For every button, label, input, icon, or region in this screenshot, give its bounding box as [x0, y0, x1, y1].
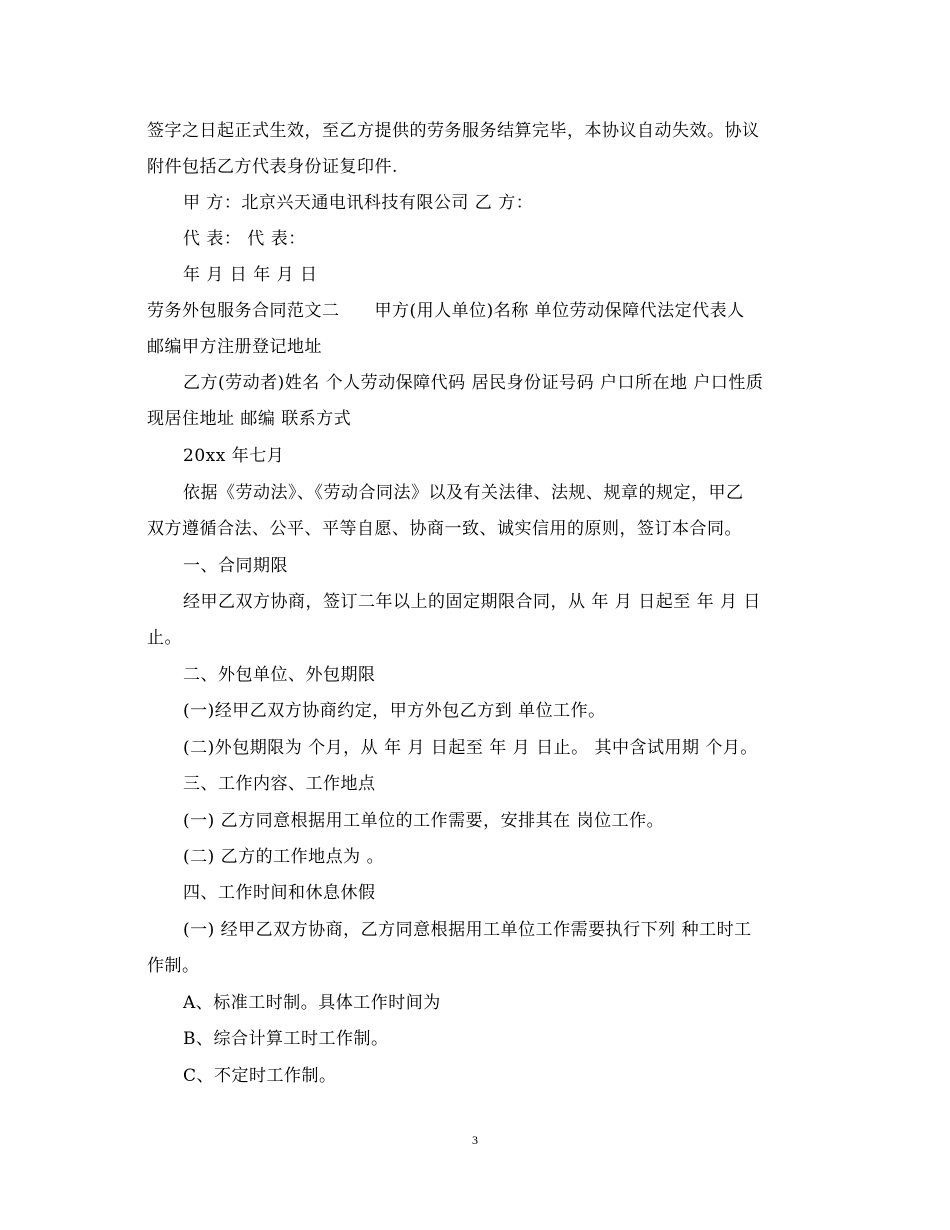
contract-date-line: 20xx 年七月: [183, 446, 285, 466]
section-heading: 二、外包单位、外包期限: [183, 665, 376, 685]
paragraph-line: (一) 经甲乙双方协商，乙方同意根据用工单位工作需要执行下列 种工时工: [183, 920, 752, 940]
paragraph-line: (二) 乙方的工作地点为 。: [183, 847, 385, 867]
section-heading: 四、工作时间和休息休假: [183, 883, 376, 903]
paragraph-line: 经甲乙双方协商，签订二年以上的固定期限合同，从 年 月 日起至 年 月 日: [183, 592, 761, 612]
paragraph-line: (一)经甲乙双方协商约定，甲方外包乙方到 单位工作。: [183, 701, 606, 721]
page-number: 3: [472, 1133, 478, 1147]
paragraph-line: (二)外包期限为 个月，从 年 月 日起至 年 月 日止。 其中含试用期 个月。: [183, 738, 758, 758]
paragraph-line: 现居住地址 邮编 联系方式: [147, 409, 352, 429]
paragraph-line: (一) 乙方同意根据用工单位的工作需要，安排其在 岗位工作。: [183, 811, 665, 831]
representative-line: 代 表： 代 表：: [183, 229, 306, 249]
party-a-line: 甲 方：北京兴天通电讯科技有限公司 乙 方：: [183, 193, 534, 213]
paragraph-line: 附件包括乙方代表身份证复印件.: [147, 157, 398, 177]
list-item: A、标准工时制。具体工作时间为: [183, 993, 441, 1013]
paragraph-line: 依据《劳动法》、《劳动合同法》以及有关法律、法规、规章的规定，甲乙: [183, 483, 744, 503]
contract-title-line: 劳务外包服务合同范文二 甲方(用人单位)名称 单位劳动保障代法定代表人: [147, 301, 745, 321]
paragraph-line: 签字之日起正式生效，至乙方提供的劳务服务结算完毕，本协议自动失效。协议: [147, 121, 760, 141]
section-heading: 三、工作内容、工作地点: [183, 774, 376, 794]
paragraph-line: 双方遵循合法、公平、平等自愿、协商一致、诚实信用的原则，签订本合同。: [147, 519, 742, 539]
paragraph-line: 止。: [147, 628, 182, 648]
party-b-line: 乙方(劳动者)姓名 个人劳动保障代码 居民身份证号码 户口所在地 户口性质: [183, 373, 764, 393]
paragraph-line: 作制。: [147, 956, 200, 976]
list-item: C、不定时工作制。: [183, 1066, 337, 1086]
paragraph-line: 邮编甲方注册登记地址: [147, 337, 322, 357]
section-heading: 一、合同期限: [183, 556, 288, 576]
list-item: B、综合计算工时工作制。: [183, 1029, 389, 1049]
date-line: 年 月 日 年 月 日: [183, 265, 318, 285]
